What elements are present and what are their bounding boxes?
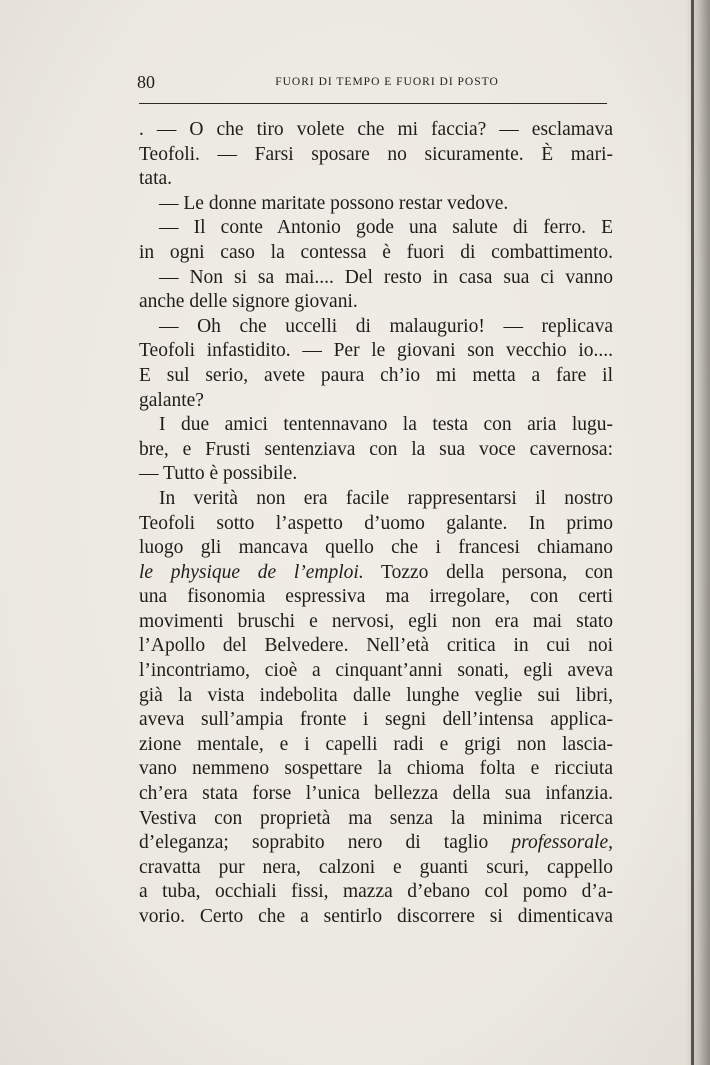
text-line: tata.	[139, 168, 173, 190]
text-line: . — O che tiro volete che mi faccia? — esclamava	[139, 119, 613, 140]
text-line: Teofoli. — Farsi sposare no sicuramente. È mari-	[139, 143, 613, 165]
text-line: — Le donne maritate possono restar vedove.	[159, 192, 509, 214]
text-segment: d’eleganza; soprabito nero di taglio	[139, 832, 512, 854]
running-title: FUORI DI TEMPO E FUORI DI POSTO	[275, 76, 499, 88]
text-line: anche delle signore giovani.	[139, 291, 358, 313]
text-line: galante?	[139, 389, 204, 411]
body-text	[139, 118, 613, 930]
book-spine-edge	[691, 0, 694, 1065]
page-number: 80	[137, 72, 155, 92]
header-rule	[139, 103, 607, 104]
text-line: zione mentale, e i capelli radi e grigi non lascia-	[139, 733, 613, 755]
text-line: — Oh che uccelli di malaugurio! — replicava	[159, 315, 613, 337]
text-line: ch’era stata forse l’unica bellezza della sua infanzia.	[139, 783, 613, 805]
text-line: già la vista indebolita dalle lunghe veglie sui libri,	[139, 684, 613, 706]
text-segment: Tozzo della persona, con	[363, 561, 614, 583]
text-line: l’Apollo del Belvedere. Nell’età critica in cui noi	[139, 635, 613, 657]
text-line	[139, 561, 613, 586]
text-line: luogo gli mancava quello che i francesi chiamano	[139, 537, 613, 559]
text-line: I due amici tentennavano la testa con aria lugu-	[159, 414, 613, 436]
text-line	[139, 831, 613, 856]
text-line: l’incontriamo, cioè a cinquant’anni sonati, egli aveva	[139, 660, 613, 682]
italic-text-segment: le physique de l’emploi.	[139, 561, 364, 583]
text-line: cravatta pur nera, calzoni e guanti scuri, cappello	[139, 856, 613, 878]
text-line: movimenti bruschi e nervosi, egli non era mai stato	[139, 610, 613, 632]
text-line: In verità non era facile rappresentarsi il nostro	[159, 487, 613, 509]
text-line: — Il conte Antonio gode una salute di ferro. E	[159, 217, 613, 239]
text-line: Teofoli infastidito. — Per le giovani son vecchio io....	[139, 340, 613, 362]
text-line: — Non si sa mai.... Del resto in casa sua ci vanno	[159, 266, 613, 288]
text-line: E sul serio, avete paura ch’io mi metta a fare il	[139, 364, 613, 386]
text-line: — Tutto è possibile.	[139, 463, 298, 485]
text-line: aveva sull’ampia fronte i segni dell’intensa applica-	[139, 709, 613, 731]
text-line: vorio. Certo che a sentirlo discorrere si dimenticava	[139, 906, 613, 927]
text-line: vano nemmeno sospettare la chioma folta e ricciuta	[139, 758, 613, 780]
text-line: bre, e Frusti sentenziava con la sua voce cavernosa:	[139, 438, 613, 460]
text-line: una fisonomia espressiva ma irregolare, con certi	[139, 586, 613, 608]
text-line: Vestiva con proprietà ma senza la minima ricerca	[139, 807, 613, 829]
text-line: Teofoli sotto l’aspetto d’uomo galante. In primo	[139, 512, 613, 534]
italic-text-segment: professorale,	[511, 832, 613, 854]
book-spine-shadow	[686, 0, 710, 1065]
text-line: in ogni caso la contessa è fuori di combattimento.	[139, 241, 613, 263]
page-header	[137, 72, 607, 98]
text-line: a tuba, occhiali fissi, mazza d’ebano col pomo d’a-	[139, 881, 613, 903]
